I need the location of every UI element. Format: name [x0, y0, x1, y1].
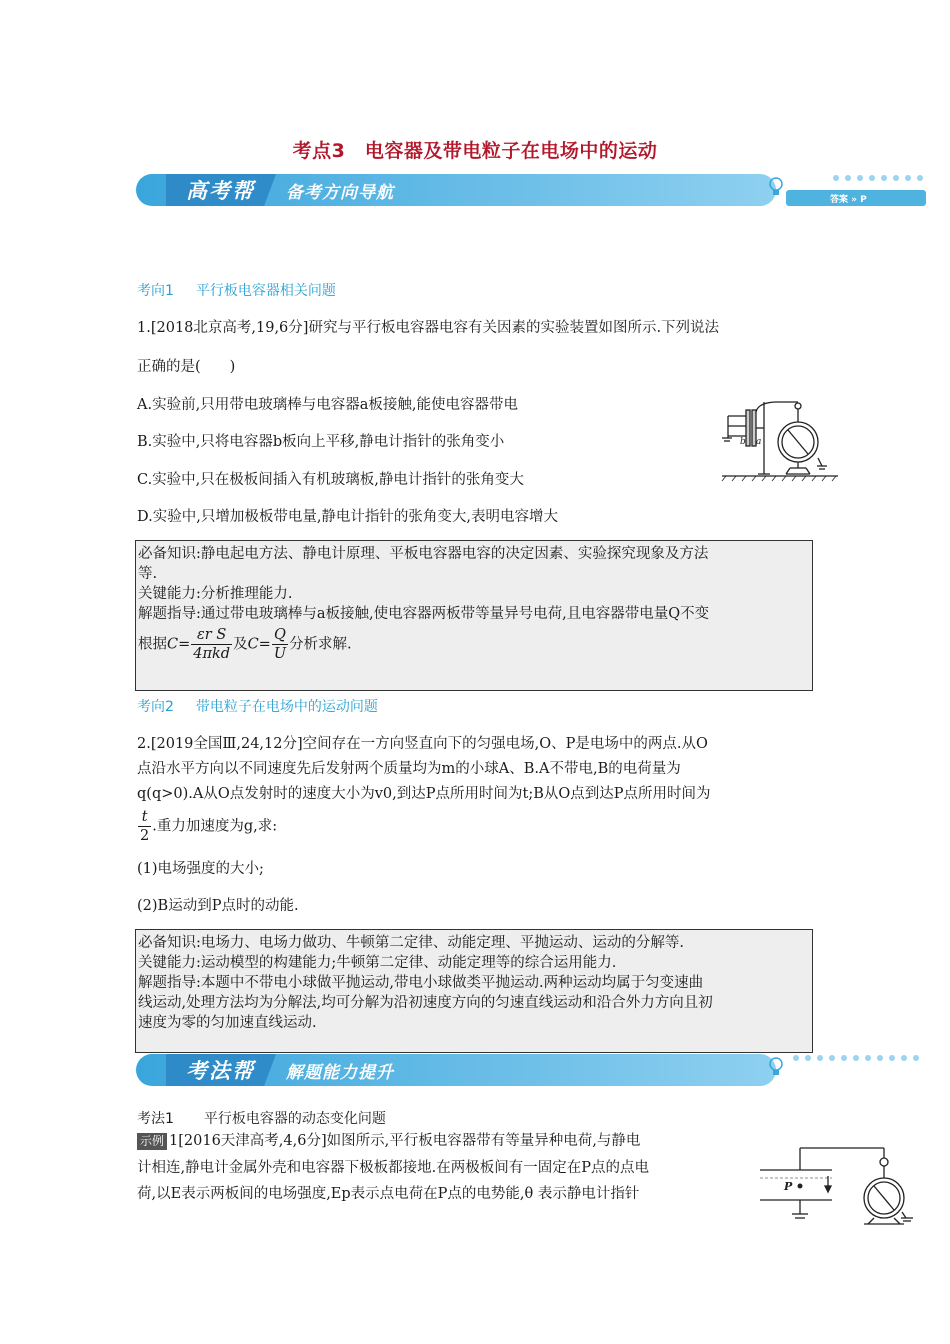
analysis-box-1 — [135, 540, 813, 691]
q2-line-1: 2.[2019全国Ⅲ,24,12分]空间存在一方向竖直向下的匀强电场,O、P是电场中的两点.从O — [137, 736, 708, 752]
box1-line-4: 解题指导:通过带电玻璃棒与a板接触,使电容器两板带等量异号电荷,且电容器带电量Q不变 — [138, 606, 710, 622]
box1-c-label-1: C= — [167, 636, 191, 653]
fraction-2-denominator: U — [273, 646, 287, 662]
fraction-2-numerator: Q — [272, 626, 288, 645]
formula-fraction-2 — [272, 626, 288, 663]
fig-label-p: P — [784, 1180, 793, 1193]
q1-line-1: 1.[2018北京高考,19,6分]研究与平行板电容器电容有关因素的实验装置如图所示.下列说法 — [137, 320, 720, 336]
box1-line-2: 等. — [138, 566, 158, 582]
kaofa-1-heading — [137, 1108, 386, 1128]
kaofa-label: 考法1 — [137, 1111, 174, 1127]
fig-label-a: a — [756, 437, 762, 447]
banner-sub-text: 备考方向导航 — [286, 183, 394, 203]
example-line-1-text: 1[2016天津高考,4,6分]如图所示,平行板电容器带有等量异种电荷,与静电 — [169, 1133, 641, 1149]
fraction-1-numerator: εr S — [191, 626, 232, 645]
kaoxiang-text: 带电粒子在电场中的运动问题 — [195, 699, 378, 715]
box2-line-4: 线运动,处理方法均为分解法,均可分解为沿初速度方向的匀速直线运动和沿合外力方向且初 — [138, 995, 713, 1011]
q1-option-b: B.实验中,只将电容器b板向上平移,静电计指针的张角变小 — [137, 434, 505, 450]
banner-answer-link[interactable]: 答案 » P — [830, 195, 867, 205]
fig-label-b: b — [740, 437, 746, 447]
box1-c-label-2: C= — [247, 636, 271, 653]
q2-sub-2: (2)B运动到P点时的动能. — [137, 898, 299, 914]
example-figure-capacitor — [760, 1140, 920, 1226]
kaoxiang-label: 考向2 — [137, 699, 174, 715]
q1-option-c: C.实验中,只在极板间插入有机玻璃板,静电计指针的张角变大 — [137, 472, 524, 488]
box1-line-3: 关键能力:分析推理能力. — [138, 586, 293, 602]
formula-fraction-1 — [191, 626, 232, 663]
q2-line-2: 点沿水平方向以不同速度先后发射两个质量均为m的小球A、B.A不带电,B的电荷量为 — [137, 761, 681, 777]
q2-line-4-text: .重力加速度为g,求: — [152, 818, 278, 835]
kaoxiang-label: 考向1 — [137, 283, 174, 299]
q2-line-3: q(q>0).A从O点发射时的速度大小为v0,到达P点所用时间为t;B从O点到达P点所用时间为 — [137, 786, 711, 802]
q2-line-4 — [137, 808, 277, 845]
box1-text-ji: 及 — [233, 636, 248, 653]
banner-main-text: 考法帮 — [186, 1059, 255, 1083]
kaoxiang-text: 平行板电容器相关问题 — [195, 283, 336, 299]
section-banner-gaokaobang — [136, 172, 926, 208]
point-charge-dot — [798, 1184, 803, 1189]
page-title: 考点3 电容器及带电粒子在电场中的运动 — [292, 140, 658, 162]
kaoxiang-1-heading — [137, 280, 336, 300]
box2-line-1: 必备知识:电场力、电场力做功、牛顿第二定律、动能定理、平抛运动、运动的分解等. — [138, 935, 684, 951]
banner-sub-text: 解题能力提升 — [286, 1063, 394, 1083]
box2-line-2: 关键能力:运动模型的构建能力;牛顿第二定律、动能定理等的综合运用能力. — [138, 955, 617, 971]
box1-line-1: 必备知识:静电起电方法、静电计原理、平板电容器电容的决定因素、实验探究现象及方法 — [138, 546, 709, 562]
q1-option-a: A.实验前,只用带电玻璃棒与电容器a板接触,能使电容器带电 — [137, 397, 518, 413]
example-badge: 示例 — [137, 1133, 167, 1150]
section-banner-kaofabang — [136, 1052, 926, 1088]
fraction-1-denominator: 4πkd — [193, 646, 231, 662]
q1-option-d: D.实验中,只增加极板带电量,静电计指针的张角变大,表明电容增大 — [137, 509, 559, 525]
box1-text-genju: 根据 — [138, 636, 167, 653]
kaofa-text: 平行板电容器的动态变化问题 — [203, 1111, 386, 1127]
box2-line-5: 速度为零的匀加速直线运动. — [138, 1015, 317, 1031]
example-line-3: 荷,以E表示两板间的电场强度,Ep表示点电荷在P点的电势能,θ 表示静电计指针 — [137, 1186, 640, 1202]
q2-fraction-denominator: 2 — [140, 828, 150, 844]
example-line-1 — [137, 1131, 640, 1151]
q1-figure-electroscope — [718, 398, 840, 482]
analysis-box-2 — [135, 929, 813, 1053]
box1-formula-line — [138, 626, 810, 663]
banner-main-text: 高考帮 — [186, 179, 255, 203]
box2-line-3: 解题指导:本题中不带电小球做平抛运动,带电小球做类平抛运动.两种运动均属于匀变速曲 — [138, 975, 704, 991]
kaoxiang-2-heading — [137, 696, 378, 716]
example-line-2: 计相连,静电计金属外壳和电容器下极板都接地.在两极板间有一固定在P点的点电 — [137, 1160, 649, 1176]
q1-line-2: 正确的是( ) — [137, 359, 236, 375]
q2-fraction-t-over-2 — [138, 808, 151, 845]
box1-text-fenxi: 分析求解. — [289, 636, 352, 653]
q2-fraction-numerator: t — [138, 808, 151, 827]
q2-sub-1: (1)电场强度的大小; — [137, 861, 264, 877]
